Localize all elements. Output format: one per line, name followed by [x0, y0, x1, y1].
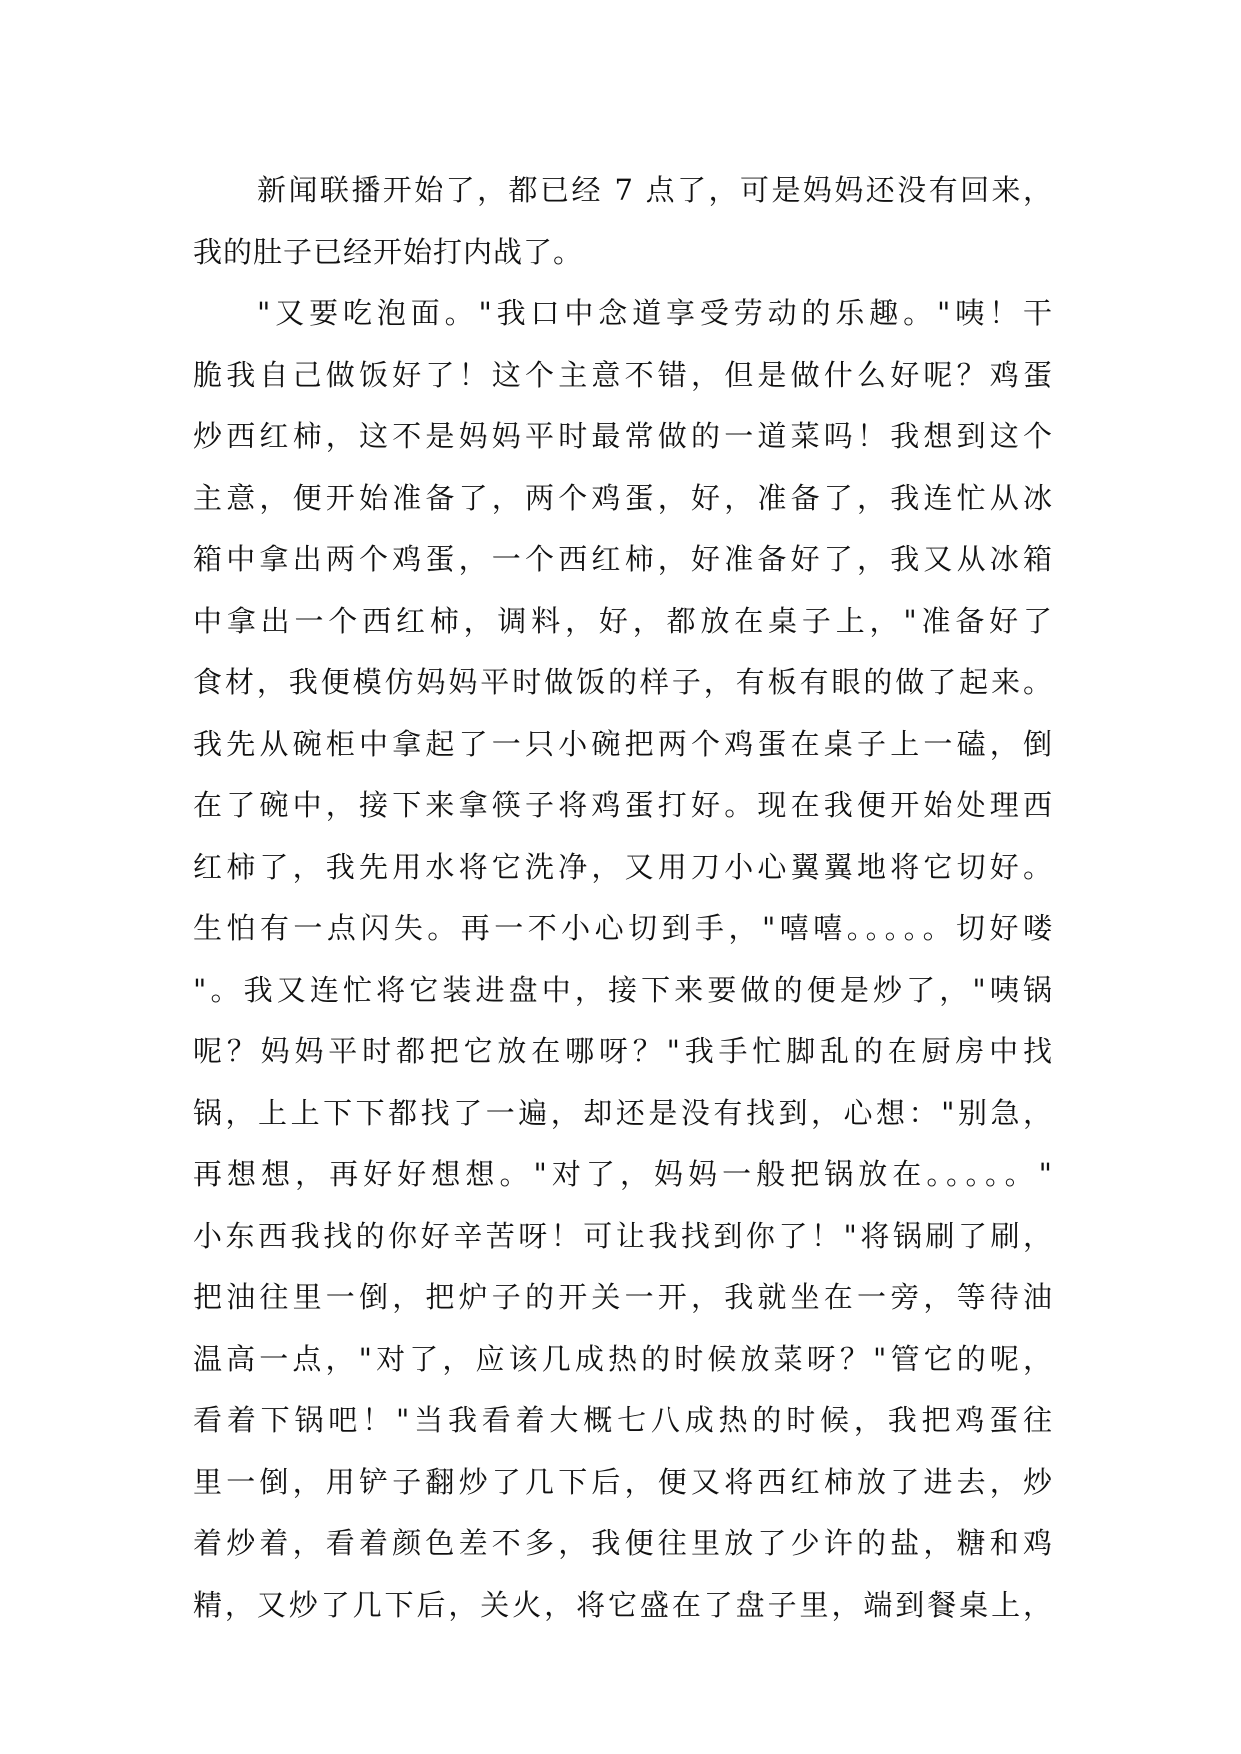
paragraph-2-line-14: 锅，上上下下都找了一遍，却还是没有找到，心想："别急， [193, 1095, 1053, 1130]
paragraph-2-line-4: 主意，便开始准备了，两个鸡蛋，好，准备了，我连忙从冰 [193, 480, 1053, 515]
paragraph-2-line-7: 食材，我便模仿妈妈平时做饭的样子，有板有眼的做了起来。 [193, 665, 1053, 699]
paragraph-2-line-1: "又要吃泡面。"我口中念道享受劳动的乐趣。"咦！干 [257, 296, 1053, 330]
paragraph-2-line-17: 把油往里一倒，把炉子的开关一开，我就坐在一旁，等待油 [193, 1280, 1053, 1314]
paragraph-2-line-2: 脆我自己做饭好了！这个主意不错，但是做什么好呢？鸡蛋 [193, 357, 1053, 392]
paragraph-2-line-21: 着炒着，看着颜色差不多，我便往里放了少许的盐，糖和鸡 [193, 1526, 1053, 1560]
paragraph-2-line-12: "。我又连忙将它装进盘中，接下来要做的便是炒了，"咦锅 [193, 972, 1053, 1007]
paragraph-2-line-5: 箱中拿出两个鸡蛋，一个西红柿，好准备好了，我又从冰箱 [193, 542, 1053, 576]
paragraph-2-line-3: 炒西红柿，这不是妈妈平时最常做的一道菜吗！我想到这个 [193, 419, 1053, 453]
paragraph-2-line-9: 在了碗中，接下来拿筷子将鸡蛋打好。现在我便开始处理西 [193, 788, 1053, 822]
paragraph-2-line-13: 呢？妈妈平时都把它放在哪呀？"我手忙脚乱的在厨房中找 [193, 1034, 1053, 1068]
paragraph-2-line-10: 红柿了，我先用水将它洗净，又用刀小心翼翼地将它切好。 [193, 849, 1053, 884]
paragraph-2-line-20: 里一倒，用铲子翻炒了几下后，便又将西红柿放了进去，炒 [193, 1464, 1053, 1499]
paragraph-2-line-8: 我先从碗柜中拿起了一只小碗把两个鸡蛋在桌子上一磕，倒 [193, 726, 1053, 761]
paragraph-1-line-1: 新闻联播开始了，都已经 7 点了，可是妈妈还没有回来， [257, 173, 1053, 207]
paragraph-2-line-11: 生怕有一点闪失。再一不小心切到手，"嘻嘻。。。。。切好喽 [193, 911, 1053, 945]
paragraph-2-line-19: 看着下锅吧！"当我看着大概七八成热的时候，我把鸡蛋往 [193, 1403, 1053, 1437]
paragraph-2-line-16: 小东西我找的你好辛苦呀！可让我找到你了！"将锅刷了刷， [193, 1218, 1053, 1253]
paragraph-2-line-6: 中拿出一个西红柿，调料，好，都放在桌子上，"准备好了 [193, 603, 1053, 638]
paragraph-2-line-18: 温高一点，"对了，应该几成热的时候放菜呀？"管它的呢， [193, 1341, 1053, 1376]
article-body [193, 160, 1053, 1636]
paragraph-1-line-2: 我的肚子已经开始打内战了。 [193, 234, 584, 269]
paragraph-2-line-22: 精，又炒了几下后，关火，将它盛在了盘子里，端到餐桌上， [193, 1587, 1053, 1622]
paragraph-2-line-15: 再想想，再好好想想。"对了，妈妈一般把锅放在。。。。。" [193, 1157, 1053, 1191]
